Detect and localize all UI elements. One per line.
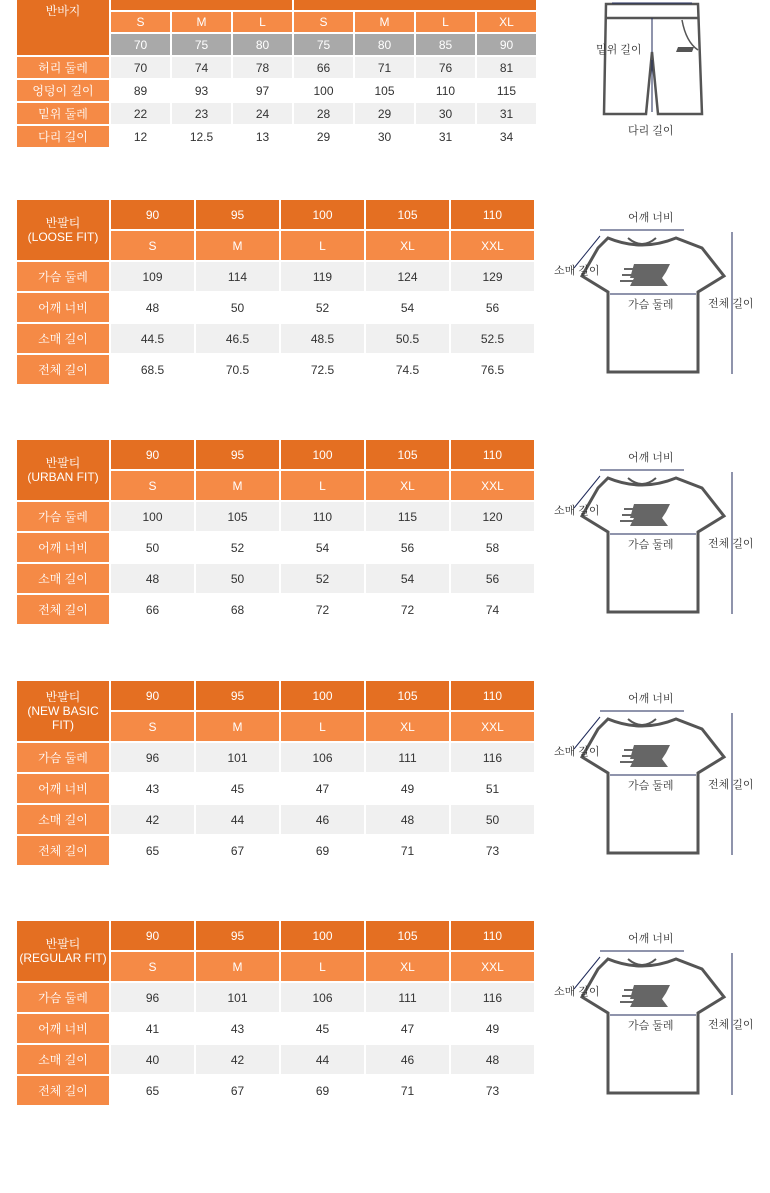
value-cell: 52	[196, 533, 279, 562]
shorts-diagram	[590, 0, 720, 145]
value-cell: 66	[294, 57, 353, 78]
value-cell: 31	[477, 103, 536, 124]
shorts-group-header	[111, 0, 292, 10]
chest-circ-label: 가슴 둘레	[628, 780, 674, 792]
value-cell: 50	[111, 533, 194, 562]
row-label: 소매 길이	[17, 805, 109, 834]
value-cell: 54	[366, 564, 449, 593]
value-cell: 105	[355, 80, 414, 101]
row-label: 어깨 너비	[17, 774, 109, 803]
num-cell: 110	[451, 681, 534, 710]
value-cell: 100	[294, 80, 353, 101]
value-cell: 50.5	[366, 324, 449, 353]
value-cell: 124	[366, 262, 449, 291]
value-cell: 58	[451, 533, 534, 562]
row-label: 허리 둘레	[17, 57, 109, 78]
row-label: 소매 길이	[17, 324, 109, 353]
size-cell: S	[111, 12, 170, 32]
tee-title-line2: (NEW BASIC FIT)	[27, 704, 99, 732]
value-cell: 42	[196, 1045, 279, 1074]
value-cell: 116	[451, 743, 534, 772]
value-cell: 13	[233, 126, 292, 147]
row-label: 가슴 둘레	[17, 262, 109, 291]
num-cell: 100	[281, 921, 364, 950]
value-cell: 74.5	[366, 355, 449, 384]
row-label: 다리 길이	[17, 126, 109, 147]
value-cell: 48	[111, 293, 194, 322]
table-row	[17, 126, 536, 147]
size-cell: S	[294, 12, 353, 32]
value-cell: 28	[294, 103, 353, 124]
value-cell: 69	[281, 1076, 364, 1105]
value-cell: 50	[451, 805, 534, 834]
value-cell: 115	[366, 502, 449, 531]
value-cell: 67	[196, 836, 279, 865]
value-cell: 54	[281, 533, 364, 562]
value-cell: 46	[281, 805, 364, 834]
value-cell: 48	[451, 1045, 534, 1074]
sleeve-length-label: 소매 길이	[554, 986, 600, 998]
size-cell: XL	[366, 712, 449, 741]
value-cell: 96	[111, 983, 194, 1012]
tee-title	[17, 200, 109, 260]
table-row	[17, 836, 534, 865]
value-cell: 129	[451, 262, 534, 291]
tee-title-line1: 반팔티	[45, 937, 81, 951]
sleeve-length-label: 소매 길이	[554, 265, 600, 277]
value-cell: 105	[196, 502, 279, 531]
table-row	[17, 293, 534, 322]
num-cell: 105	[366, 681, 449, 710]
value-cell: 69	[281, 836, 364, 865]
value-cell: 71	[366, 1076, 449, 1105]
tee-title	[17, 681, 109, 741]
value-cell: 70.5	[196, 355, 279, 384]
value-cell: 47	[281, 774, 364, 803]
value-cell: 56	[366, 533, 449, 562]
nb-logo-icon	[620, 985, 670, 1007]
leg-length-label: 다리 길이	[628, 125, 674, 137]
table-row	[17, 80, 536, 101]
value-cell: 73	[451, 1076, 534, 1105]
size-cell: M	[196, 231, 279, 260]
row-label: 전체 길이	[17, 1076, 109, 1105]
value-cell: 68	[196, 595, 279, 624]
value-cell: 101	[196, 983, 279, 1012]
table-row	[17, 1045, 534, 1074]
tee-title-line1: 반팔티	[45, 456, 81, 470]
value-cell: 47	[366, 1014, 449, 1043]
value-cell: 56	[451, 564, 534, 593]
table-row	[17, 57, 536, 78]
value-cell: 48.5	[281, 324, 364, 353]
size-cell: XXL	[451, 712, 534, 741]
row-label: 소매 길이	[17, 1045, 109, 1074]
value-cell: 42	[111, 805, 194, 834]
nb-logo-icon	[620, 504, 670, 526]
value-cell: 111	[366, 743, 449, 772]
value-cell: 43	[196, 1014, 279, 1043]
num-cell: 85	[416, 34, 475, 55]
tee-title-line2: (LOOSE FIT)	[27, 230, 99, 244]
table-row	[17, 324, 534, 353]
value-cell: 45	[196, 774, 279, 803]
num-cell: 100	[281, 681, 364, 710]
num-cell: 90	[111, 921, 194, 950]
tee-title	[17, 921, 109, 981]
row-label: 가슴 둘레	[17, 743, 109, 772]
shorts-title: 반바지	[17, 0, 109, 55]
table-row	[17, 262, 534, 291]
nb-logo-icon	[676, 47, 694, 52]
value-cell: 30	[416, 103, 475, 124]
num-cell: 75	[294, 34, 353, 55]
value-cell: 65	[111, 836, 194, 865]
size-cell: L	[416, 12, 475, 32]
num-cell: 90	[111, 440, 194, 469]
num-cell: 70	[111, 34, 170, 55]
value-cell: 48	[111, 564, 194, 593]
num-cell: 105	[366, 921, 449, 950]
value-cell: 44.5	[111, 324, 194, 353]
value-cell: 119	[281, 262, 364, 291]
nb-logo-icon	[620, 745, 670, 767]
tee-size-table	[15, 919, 536, 1107]
num-cell: 105	[366, 440, 449, 469]
value-cell: 67	[196, 1076, 279, 1105]
num-cell: 110	[451, 200, 534, 229]
num-cell: 100	[281, 200, 364, 229]
value-cell: 52	[281, 564, 364, 593]
size-cell: M	[196, 712, 279, 741]
value-cell: 81	[477, 57, 536, 78]
value-cell: 34	[477, 126, 536, 147]
row-label: 어깨 너비	[17, 533, 109, 562]
row-label: 어깨 너비	[17, 293, 109, 322]
total-length-label: 전체 길이	[708, 1019, 754, 1031]
num-cell: 90	[111, 681, 194, 710]
num-cell: 90	[477, 34, 536, 55]
value-cell: 93	[172, 80, 231, 101]
table-row	[17, 983, 534, 1012]
table-row	[17, 533, 534, 562]
value-cell: 52.5	[451, 324, 534, 353]
row-label: 어깨 너비	[17, 1014, 109, 1043]
value-cell: 116	[451, 983, 534, 1012]
total-length-label: 전체 길이	[708, 779, 754, 791]
size-cell: S	[111, 712, 194, 741]
value-cell: 29	[355, 103, 414, 124]
size-cell: L	[281, 231, 364, 260]
value-cell: 44	[281, 1045, 364, 1074]
value-cell: 40	[111, 1045, 194, 1074]
size-cell: M	[172, 12, 231, 32]
value-cell: 76.5	[451, 355, 534, 384]
size-cell: L	[233, 12, 292, 32]
table-row	[17, 805, 534, 834]
tee-title	[17, 440, 109, 500]
table-row	[17, 595, 534, 624]
tee-title-line1: 반팔티	[45, 690, 81, 704]
shorts-outline-icon	[604, 4, 702, 114]
shoulder-width-label: 어깨 너비	[628, 452, 674, 464]
shoulder-width-label: 어깨 너비	[628, 693, 674, 705]
size-cell: S	[111, 231, 194, 260]
row-label: 소매 길이	[17, 564, 109, 593]
row-label: 전체 길이	[17, 836, 109, 865]
value-cell: 100	[111, 502, 194, 531]
shoulder-width-label: 어깨 너비	[628, 933, 674, 945]
value-cell: 45	[281, 1014, 364, 1043]
sleeve-length-label: 소매 길이	[554, 505, 600, 517]
num-cell: 80	[233, 34, 292, 55]
value-cell: 46.5	[196, 324, 279, 353]
tee-diagram	[552, 927, 767, 1107]
num-cell: 110	[451, 440, 534, 469]
tee-title-line2: (REGULAR FIT)	[19, 951, 107, 965]
value-cell: 31	[416, 126, 475, 147]
table-row	[17, 1014, 534, 1043]
size-cell: XL	[477, 12, 536, 32]
table-row	[17, 502, 534, 531]
value-cell: 23	[172, 103, 231, 124]
rise-length-label: 밑위 길이	[596, 44, 642, 56]
num-cell: 75	[172, 34, 231, 55]
row-label: 가슴 둘레	[17, 983, 109, 1012]
num-cell: 95	[196, 200, 279, 229]
sleeve-length-label: 소매 길이	[554, 746, 600, 758]
nb-logo-icon	[620, 264, 670, 286]
size-cell: M	[196, 471, 279, 500]
tee-title-line1: 반팔티	[45, 216, 81, 230]
num-cell: 95	[196, 681, 279, 710]
num-cell: 95	[196, 921, 279, 950]
value-cell: 114	[196, 262, 279, 291]
value-cell: 72.5	[281, 355, 364, 384]
size-cell: M	[355, 12, 414, 32]
value-cell: 44	[196, 805, 279, 834]
value-cell: 65	[111, 1076, 194, 1105]
total-length-label: 전체 길이	[708, 298, 754, 310]
table-row	[17, 103, 536, 124]
value-cell: 96	[111, 743, 194, 772]
size-cell: M	[196, 952, 279, 981]
tee-size-table	[15, 198, 536, 386]
num-cell: 90	[111, 200, 194, 229]
table-row	[17, 355, 534, 384]
value-cell: 120	[451, 502, 534, 531]
value-cell: 22	[111, 103, 170, 124]
value-cell: 50	[196, 564, 279, 593]
value-cell: 71	[366, 836, 449, 865]
value-cell: 97	[233, 80, 292, 101]
value-cell: 73	[451, 836, 534, 865]
value-cell: 101	[196, 743, 279, 772]
value-cell: 29	[294, 126, 353, 147]
num-cell: 95	[196, 440, 279, 469]
value-cell: 51	[451, 774, 534, 803]
value-cell: 78	[233, 57, 292, 78]
tee-diagram	[552, 687, 767, 867]
value-cell: 109	[111, 262, 194, 291]
row-label: 밑위 둘레	[17, 103, 109, 124]
num-cell: 80	[355, 34, 414, 55]
row-label: 가슴 둘레	[17, 502, 109, 531]
chest-circ-label: 가슴 둘레	[628, 299, 674, 311]
num-cell: 105	[366, 200, 449, 229]
row-label: 전체 길이	[17, 595, 109, 624]
value-cell: 30	[355, 126, 414, 147]
chest-circ-label: 가슴 둘레	[628, 1020, 674, 1032]
value-cell: 74	[172, 57, 231, 78]
value-cell: 110	[281, 502, 364, 531]
table-row	[17, 564, 534, 593]
table-row	[17, 1076, 534, 1105]
value-cell: 49	[366, 774, 449, 803]
tee-title-line2: (URBAN FIT)	[27, 470, 99, 484]
value-cell: 12.5	[172, 126, 231, 147]
tee-size-table	[15, 679, 536, 867]
table-row	[17, 774, 534, 803]
size-cell: L	[281, 471, 364, 500]
total-length-label: 전체 길이	[708, 538, 754, 550]
value-cell: 50	[196, 293, 279, 322]
tee-size-table	[15, 438, 536, 626]
value-cell: 48	[366, 805, 449, 834]
value-cell: 110	[416, 80, 475, 101]
value-cell: 66	[111, 595, 194, 624]
size-cell: L	[281, 952, 364, 981]
value-cell: 72	[366, 595, 449, 624]
tee-diagram	[552, 446, 767, 626]
tee-diagram	[552, 206, 767, 386]
value-cell: 46	[366, 1045, 449, 1074]
size-cell: XXL	[451, 952, 534, 981]
value-cell: 24	[233, 103, 292, 124]
value-cell: 74	[451, 595, 534, 624]
row-label: 엉덩이 길이	[17, 80, 109, 101]
num-cell: 100	[281, 440, 364, 469]
value-cell: 106	[281, 743, 364, 772]
value-cell: 68.5	[111, 355, 194, 384]
shorts-group-header	[294, 0, 536, 10]
value-cell: 89	[111, 80, 170, 101]
table-row	[17, 743, 534, 772]
size-cell: XL	[366, 471, 449, 500]
value-cell: 115	[477, 80, 536, 101]
size-cell: XL	[366, 952, 449, 981]
value-cell: 12	[111, 126, 170, 147]
chest-circ-label: 가슴 둘레	[628, 539, 674, 551]
size-cell: XXL	[451, 231, 534, 260]
row-label: 전체 길이	[17, 355, 109, 384]
size-cell: S	[111, 471, 194, 500]
value-cell: 111	[366, 983, 449, 1012]
value-cell: 56	[451, 293, 534, 322]
value-cell: 72	[281, 595, 364, 624]
shorts-size-table	[15, 0, 538, 149]
value-cell: 76	[416, 57, 475, 78]
value-cell: 43	[111, 774, 194, 803]
value-cell: 49	[451, 1014, 534, 1043]
num-cell: 110	[451, 921, 534, 950]
value-cell: 52	[281, 293, 364, 322]
size-cell: L	[281, 712, 364, 741]
shoulder-width-label: 어깨 너비	[628, 212, 674, 224]
value-cell: 106	[281, 983, 364, 1012]
size-cell: XL	[366, 231, 449, 260]
value-cell: 41	[111, 1014, 194, 1043]
value-cell: 70	[111, 57, 170, 78]
value-cell: 71	[355, 57, 414, 78]
size-cell: XXL	[451, 471, 534, 500]
size-cell: S	[111, 952, 194, 981]
value-cell: 54	[366, 293, 449, 322]
